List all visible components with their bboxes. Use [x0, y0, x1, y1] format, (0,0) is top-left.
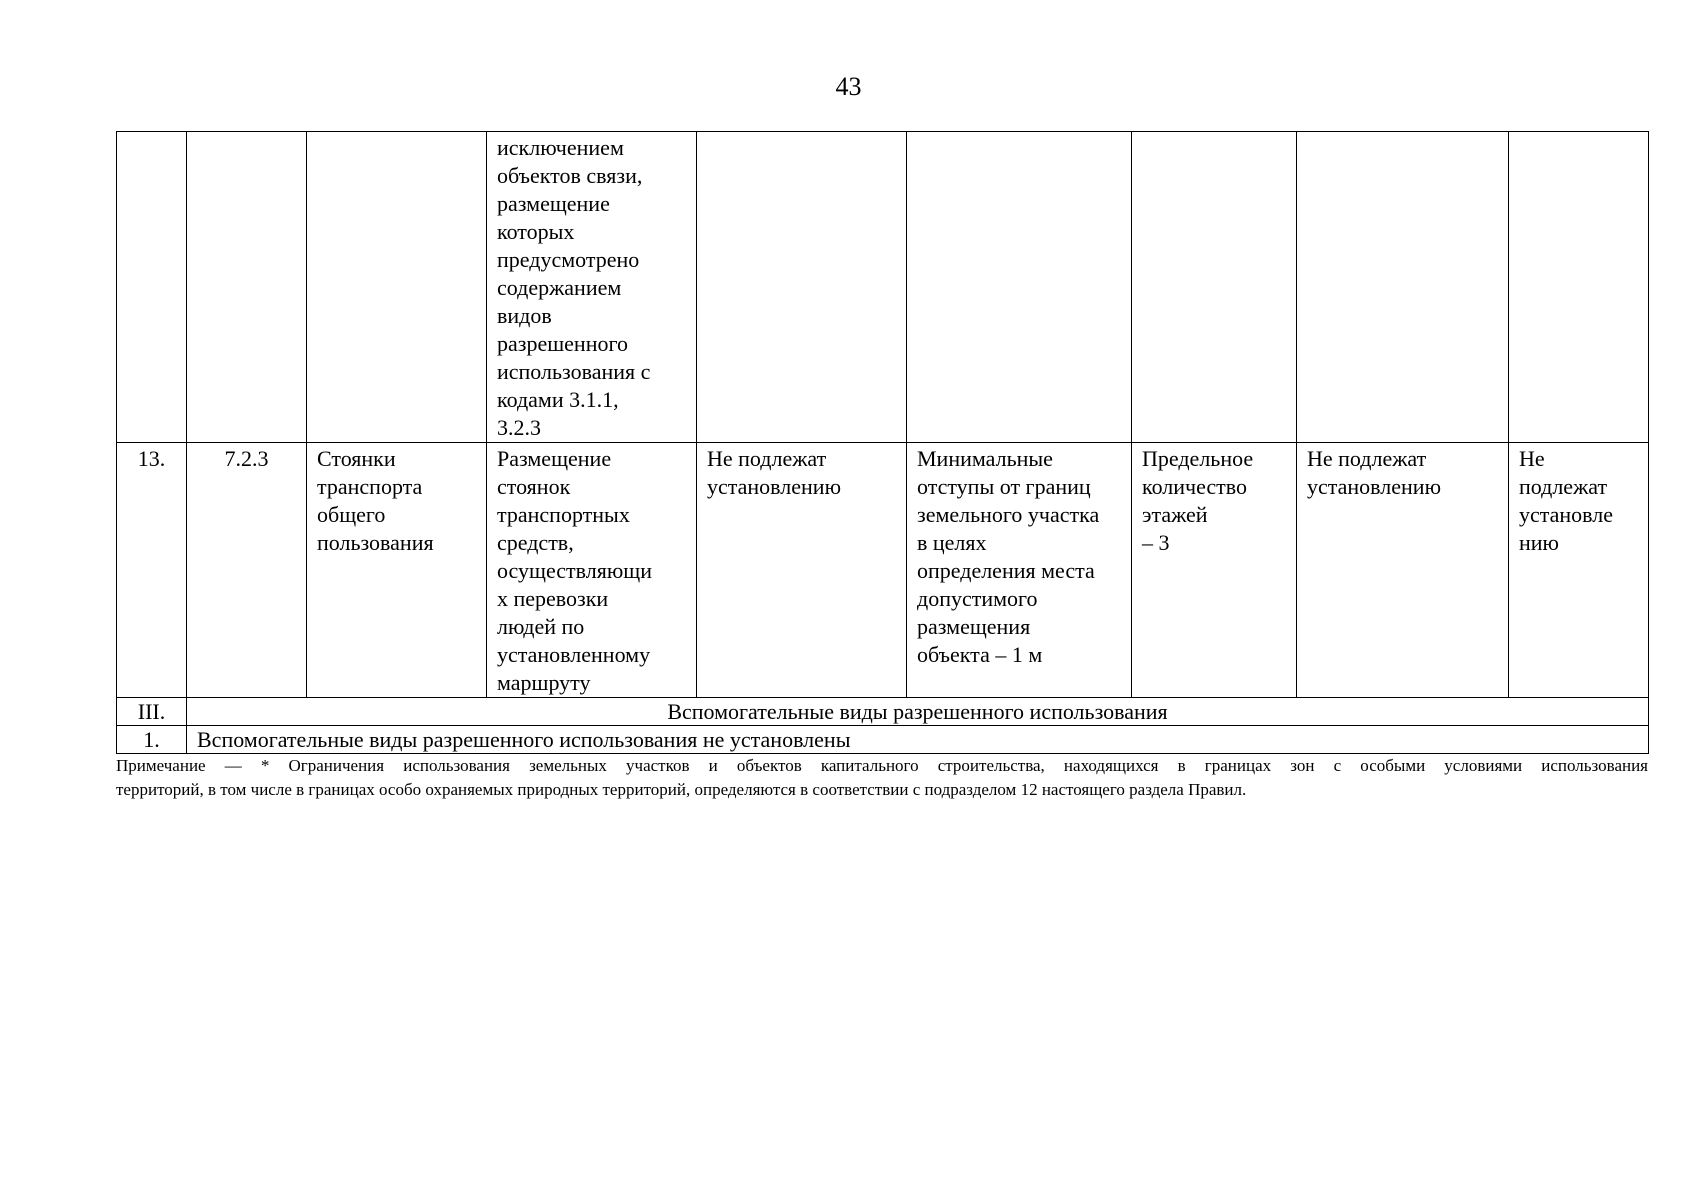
- cell-plot-size: Не подлежат установлению: [697, 443, 907, 698]
- cell-text: Вспомогательные виды разрешенного использования не установлены: [187, 726, 1649, 754]
- section-row: [117, 698, 1649, 726]
- cell-code: [187, 132, 307, 443]
- cell-name: [307, 132, 487, 443]
- cell-floors: [1132, 132, 1297, 443]
- table-row: [117, 443, 1649, 698]
- cell-number: 13.: [117, 443, 187, 698]
- cell-description: Размещение стоянок транспортных средств, осуществляющи х перевозки людей по установленному маршруту: [487, 443, 697, 698]
- section-number: III.: [117, 698, 187, 726]
- cell-number: [117, 132, 187, 443]
- land-use-table: [116, 131, 1649, 754]
- cell-code: 7.2.3: [187, 443, 307, 698]
- page-number: 43: [835, 72, 862, 101]
- note-line: Примечание — * Ограничения использования земельных участков и объектов капитального строительства, находящихся в границах зон с особыми условиями использования: [116, 756, 1648, 775]
- cell-setbacks: [907, 132, 1132, 443]
- cell-coverage: [1297, 132, 1509, 443]
- cell-setbacks: Минимальные отступы от границ земельного участка в целях определения места допустимого размещения объекта – 1 м: [907, 443, 1132, 698]
- cell-other: Не подлежат установле нию: [1509, 443, 1649, 698]
- cell-coverage: Не подлежат установлению: [1297, 443, 1509, 698]
- cell-name: Стоянки транспорта общего пользования: [307, 443, 487, 698]
- cell-other: [1509, 132, 1649, 443]
- cell-description: исключением объектов связи, размещение которых предусмотрено содержанием видов разрешенного использования с кодами 3.1.1, 3.2.3: [487, 132, 697, 443]
- section-title: Вспомогательные виды разрешенного использования: [187, 698, 1649, 726]
- cell-floors: Предельное количество этажей – 3: [1132, 443, 1297, 698]
- table-row: [117, 726, 1649, 754]
- cell-plot-size: [697, 132, 907, 443]
- cell-number: 1.: [117, 726, 187, 754]
- note-line: территорий, в том числе в границах особо охраняемых природных территорий, определяются в соответствии с подразделом 12 настоящего раздела Правил.: [116, 780, 1247, 799]
- table-row-continuation: [117, 132, 1649, 443]
- table-note: [116, 754, 1648, 802]
